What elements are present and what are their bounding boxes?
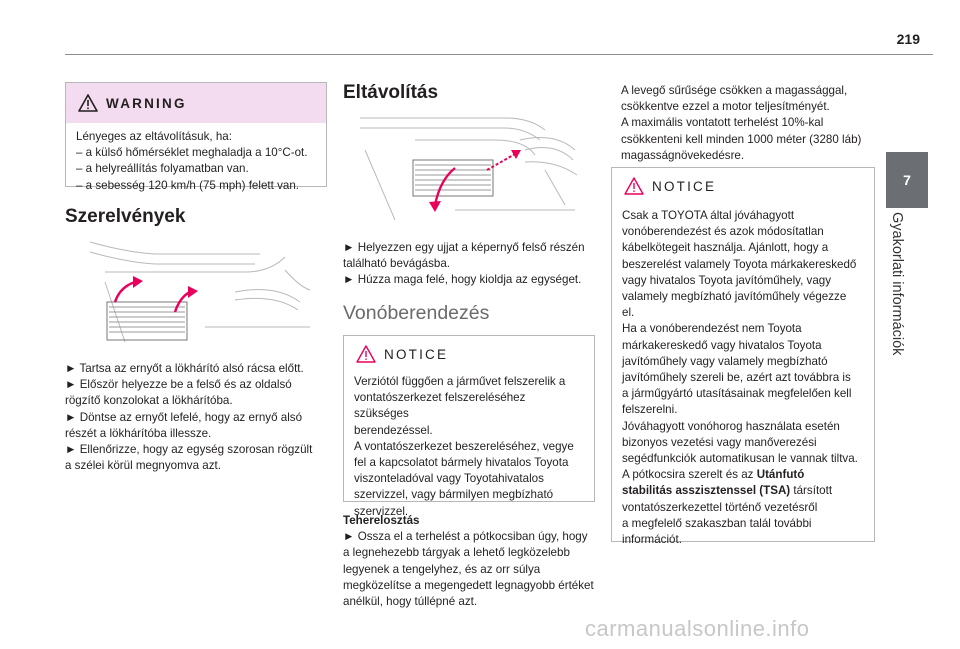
- towing-heading: Vonóberendezés: [343, 302, 490, 324]
- notice-line: beszerelést valamely Toyota márkakereskedő: [622, 257, 857, 271]
- notice-line: felszerelni.: [622, 403, 678, 417]
- chapter-tab: [886, 152, 928, 208]
- fitting-line: rögzítő konzolokat a lökhárítóba.: [65, 394, 233, 408]
- removal-line: ► Húzza maga felé, hogy kioldja az egységet.: [343, 273, 582, 287]
- notice-line: A vontatószerkezet beszereléséhez, vegye: [354, 439, 574, 453]
- notice-line: stabilitás asszisztenssel (TSA) társított: [622, 484, 833, 498]
- fitting-line: a szélei körül megnyomva azt.: [65, 459, 221, 473]
- altitude-line: magasságnövekedésre.: [621, 148, 745, 162]
- notice-line: szervizzel.: [354, 504, 409, 518]
- notice-line: Verziótól függően a járművet felszerelik a: [354, 375, 566, 388]
- notice-line: szervizzel, vagy bármilyen megbízható: [354, 488, 554, 502]
- fitting-illustration: [85, 232, 315, 350]
- notice-triangle-icon: [624, 177, 644, 195]
- warning-line: – a helyreállítás folyamatban van.: [76, 162, 249, 176]
- altitude-line: csökkentve ezzel a motor teljesítményét.: [621, 100, 830, 114]
- notice-line: bizonyos vezetési vagy manőverezési: [622, 435, 817, 449]
- warning-line: – a külső hőmérséklet meghaladja a 10°C-ot.: [76, 146, 308, 160]
- removal-text: [343, 240, 593, 289]
- notice-line: valamely megbízható javítóműhely végezze: [622, 290, 847, 304]
- notice-line: kábelkötegeit használja. Ajánlott, hogy a: [622, 241, 829, 255]
- notice-box-towing: [343, 335, 595, 518]
- removal-line: található bevágásba.: [343, 257, 451, 271]
- removal-line: ► Helyezzen egy ujjat a képernyő felső részén: [343, 241, 585, 254]
- notice-line: A pótkocsira szerelt és az Utánfutó: [622, 468, 805, 482]
- notice-line: javítóműhely vagy valamely megbízható: [622, 354, 828, 368]
- notice-header: [344, 336, 594, 372]
- altitude-line: csökkenteni kell minden 1000 méter (3280 láb): [621, 132, 862, 146]
- notice-line: információt.: [622, 533, 682, 547]
- notice-line: segédfunkciók automatikusan le vannak tiltva.: [622, 452, 858, 466]
- load-line: anélkül, hogy túllépné azt.: [343, 595, 478, 609]
- fitting-text: [65, 361, 330, 474]
- fitting-heading: Szerelvények: [65, 206, 186, 227]
- notice-triangle-icon: [356, 345, 376, 363]
- notice-line: fel a kapcsolatot bármely hivatalos Toyota: [354, 456, 569, 470]
- notice-line: Jóváhagyott vonóhorog használata esetén: [622, 419, 840, 433]
- notice-title: NOTICE: [384, 346, 449, 362]
- load-line: ► Ossza el a terhelést a pótkocsiban úgy, hogy: [343, 530, 588, 544]
- tsa-term: Utánfutó: [756, 468, 805, 482]
- fitting-line: ► Először helyezze be a felső és az oldalsó: [65, 378, 292, 392]
- load-line: a legnehezebb tárgyak a lehető legközelebb: [343, 546, 570, 560]
- notice-line: a járműgyártó utasításainak megfelelően kell: [622, 387, 852, 401]
- warning-triangle-icon: [78, 94, 98, 112]
- notice-line: vontatószerkezet felszereléséhez szükséges: [354, 391, 526, 421]
- warning-title: WARNING: [106, 95, 187, 111]
- removal-heading: Eltávolítás: [343, 82, 439, 103]
- warning-line: Lényeges az eltávolításuk, ha:: [76, 130, 232, 143]
- chapter-title: Gyakorlati információk: [889, 212, 905, 356]
- altitude-text: [621, 83, 871, 164]
- notice-line: vontatószerkezettel történő vezetésről: [622, 500, 818, 514]
- fitting-line: ► Tartsa az ernyőt a lökhárító alsó rácsa előtt.: [65, 362, 304, 375]
- notice-line: vagy hivatalos Toyota javítóműhely, vagy: [622, 273, 832, 287]
- notice-line: viszonteladóval vagy Toyotahivatalos: [354, 472, 544, 486]
- notice-header: [612, 168, 874, 204]
- fitting-line: ► Ellenőrizze, hogy az egység szorosan rögzült: [65, 443, 313, 457]
- load-line: legyenek a tengelyhez, és az orr súlya: [343, 562, 541, 576]
- warning-box: [65, 82, 327, 192]
- notice-line: a megfelelő szakaszban talál további: [622, 516, 812, 530]
- notice-line: Csak a TOYOTA által jóváhagyott: [622, 209, 795, 222]
- notice-line: javítóműhely szereli be, azért azt továbbra is: [622, 371, 851, 385]
- load-text: [343, 513, 603, 610]
- notice-title: NOTICE: [652, 178, 717, 194]
- notice-line: berendezéssel.: [354, 423, 433, 437]
- tsa-term: stabilitás asszisztenssel (TSA): [622, 484, 791, 498]
- top-divider: [65, 54, 933, 55]
- altitude-line: A levegő sűrűsége csökken a magassággal,: [621, 84, 848, 97]
- load-line: megközelítse a megengedett legnagyobb értéket: [343, 578, 594, 592]
- notice-line: márkakereskedő vagy hivatalos Toyota: [622, 338, 822, 352]
- notice-line: Ha a vonóberendezést nem Toyota: [622, 322, 802, 336]
- warning-header: [66, 83, 326, 123]
- watermark: carmanualsonline.info: [585, 616, 810, 641]
- fitting-line: részét a lökhárítóba illessze.: [65, 426, 212, 440]
- altitude-line: A maximális vontatott terhelést 10%-kal: [621, 116, 824, 130]
- notice-line: vonóberendezést és azok módosítatlan: [622, 225, 824, 239]
- chapter-number: 7: [903, 172, 911, 188]
- page-number: 219: [896, 31, 920, 47]
- notice-box-hitch: [611, 167, 875, 547]
- notice-line: el.: [622, 306, 635, 320]
- fitting-line: ► Döntse az ernyőt lefelé, hogy az ernyő alsó: [65, 410, 303, 424]
- load-heading: Teherelosztás: [343, 514, 420, 527]
- warning-line: – a sebesség 120 km/h (75 mph) felett van.: [76, 178, 299, 192]
- removal-illustration: [355, 110, 580, 222]
